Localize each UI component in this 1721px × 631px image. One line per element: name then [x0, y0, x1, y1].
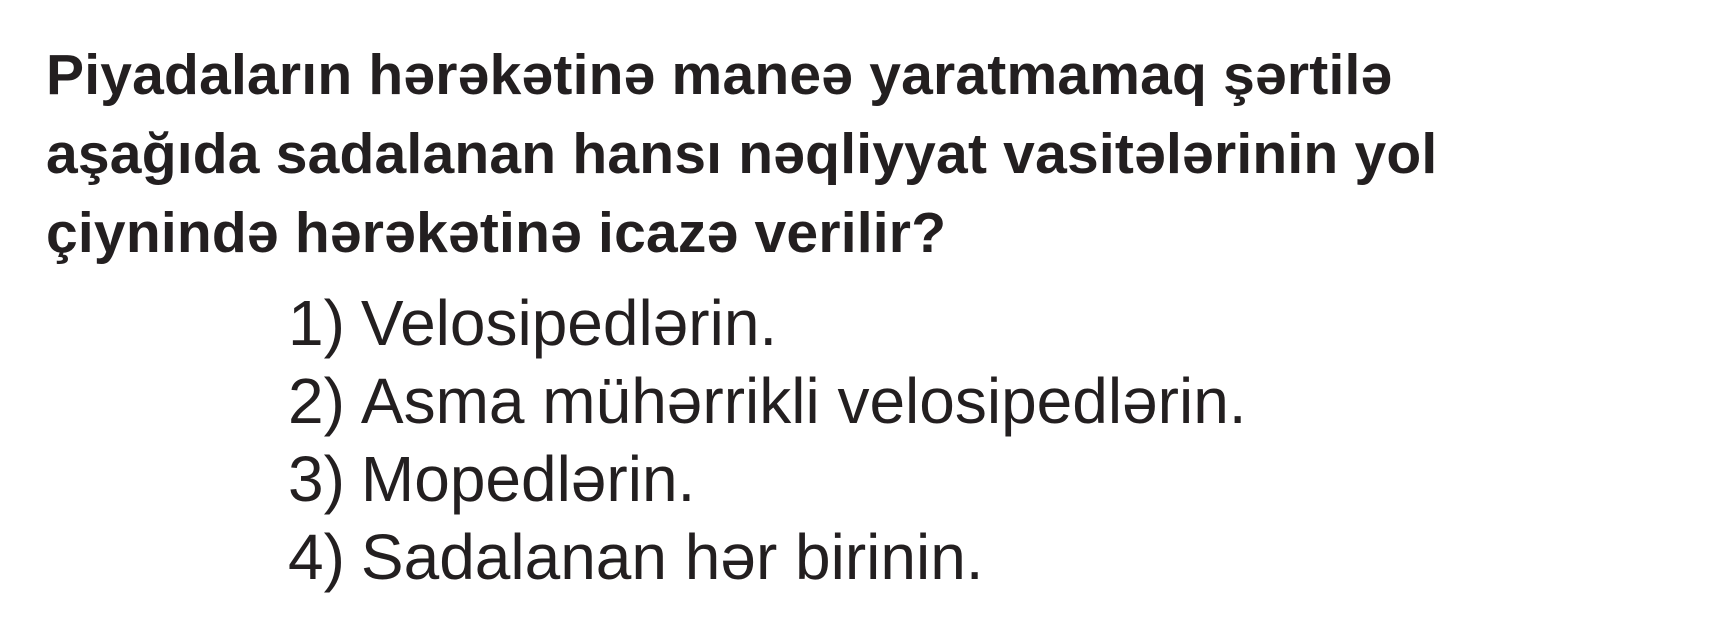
answer-option-4[interactable]	[288, 518, 1247, 596]
answer-option-1[interactable]	[288, 284, 1247, 362]
answer-list	[288, 284, 1247, 596]
answer-option-2[interactable]	[288, 362, 1247, 440]
answer-number: 4)	[288, 521, 345, 593]
answer-option-3[interactable]	[288, 440, 1247, 518]
answer-text: Asma mühərrikli velosipedlərin.	[360, 365, 1247, 437]
answer-text: Velosipedlərin.	[360, 287, 778, 359]
answer-number: 2)	[288, 365, 345, 437]
question-text	[46, 36, 1706, 273]
answer-number: 3)	[288, 443, 345, 515]
answer-text: Mopedlərin.	[360, 443, 696, 515]
question-line-1: Piyadaların hərəkətinə maneə yaratmamaq şərtilə	[46, 43, 1393, 107]
question-line-3: çiynində hərəkətinə icazə verilir?	[46, 201, 947, 265]
question-line-2: aşağıda sadalanan hansı nəqliyyat vasitələrinin yol	[46, 122, 1438, 186]
answer-number: 1)	[288, 287, 345, 359]
answer-text: Sadalanan hər birinin.	[360, 521, 984, 593]
